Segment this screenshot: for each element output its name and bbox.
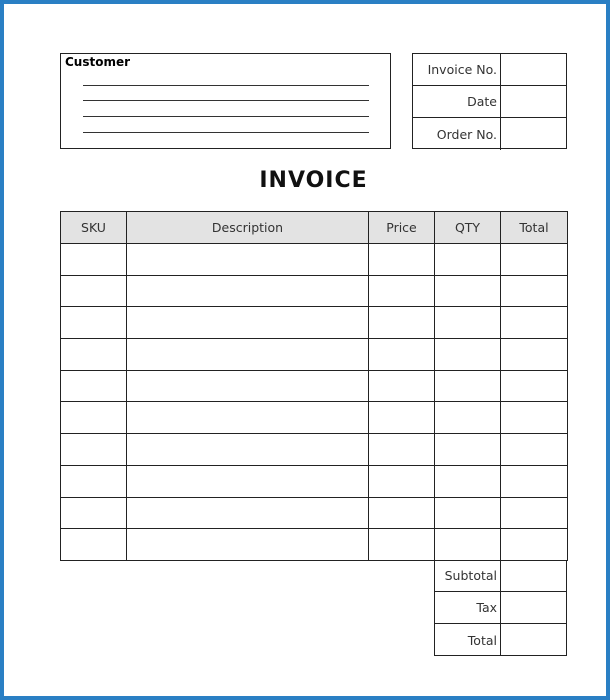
table-row	[61, 465, 568, 497]
description-cell[interactable]	[127, 497, 369, 529]
description-cell[interactable]	[127, 244, 369, 276]
total-cell[interactable]	[501, 529, 568, 561]
customer-line-1[interactable]	[83, 85, 369, 86]
table-row	[61, 497, 568, 529]
table-row	[61, 529, 568, 561]
total-cell[interactable]	[501, 275, 568, 307]
total-row	[435, 624, 566, 656]
sku-cell[interactable]	[61, 275, 127, 307]
price-cell[interactable]	[369, 434, 435, 466]
total-cell[interactable]	[501, 434, 568, 466]
total-cell[interactable]	[501, 370, 568, 402]
description-cell[interactable]	[127, 275, 369, 307]
price-cell[interactable]	[369, 497, 435, 529]
total-cell[interactable]	[501, 307, 568, 339]
column-header-total: Total	[501, 212, 568, 244]
table-row	[61, 402, 568, 434]
sku-cell[interactable]	[61, 244, 127, 276]
customer-line-2[interactable]	[83, 100, 369, 101]
sku-cell[interactable]	[61, 465, 127, 497]
description-cell[interactable]	[127, 402, 369, 434]
invoice-no-row	[413, 54, 566, 86]
price-cell[interactable]	[369, 402, 435, 434]
total-cell[interactable]	[501, 497, 568, 529]
sku-cell[interactable]	[61, 307, 127, 339]
total-cell[interactable]	[501, 244, 568, 276]
invoice-no-label: Invoice No.	[413, 54, 501, 85]
date-label: Date	[413, 86, 501, 117]
price-cell[interactable]	[369, 370, 435, 402]
table-row	[61, 434, 568, 466]
line-items-table	[60, 211, 568, 561]
qty-cell[interactable]	[435, 275, 501, 307]
sku-cell[interactable]	[61, 434, 127, 466]
subtotal-field[interactable]	[501, 560, 566, 591]
column-header-price: Price	[369, 212, 435, 244]
totals-table	[434, 560, 567, 656]
table-row	[61, 339, 568, 371]
invoice-meta-table	[412, 53, 567, 149]
total-cell[interactable]	[501, 339, 568, 371]
description-cell[interactable]	[127, 339, 369, 371]
tax-field[interactable]	[501, 592, 566, 623]
qty-cell[interactable]	[435, 497, 501, 529]
price-cell[interactable]	[369, 339, 435, 371]
date-row	[413, 86, 566, 118]
description-cell[interactable]	[127, 434, 369, 466]
table-row	[61, 275, 568, 307]
customer-label: Customer	[65, 55, 131, 69]
order-no-row	[413, 118, 566, 150]
order-no-label: Order No.	[413, 118, 501, 150]
description-cell[interactable]	[127, 529, 369, 561]
sku-cell[interactable]	[61, 370, 127, 402]
total-cell[interactable]	[501, 465, 568, 497]
table-row	[61, 370, 568, 402]
qty-cell[interactable]	[435, 339, 501, 371]
subtotal-row	[435, 560, 566, 592]
sku-cell[interactable]	[61, 497, 127, 529]
total-field[interactable]	[501, 624, 566, 656]
document-title: INVOICE	[259, 168, 368, 193]
order-no-field[interactable]	[501, 118, 566, 150]
tax-row	[435, 592, 566, 624]
table-header-row	[61, 212, 568, 244]
qty-cell[interactable]	[435, 529, 501, 561]
qty-cell[interactable]	[435, 402, 501, 434]
invoice-no-field[interactable]	[501, 54, 566, 85]
price-cell[interactable]	[369, 244, 435, 276]
total-label: Total	[435, 624, 501, 656]
qty-cell[interactable]	[435, 244, 501, 276]
sku-cell[interactable]	[61, 529, 127, 561]
customer-line-4[interactable]	[83, 132, 369, 133]
column-header-description: Description	[127, 212, 369, 244]
price-cell[interactable]	[369, 307, 435, 339]
total-cell[interactable]	[501, 402, 568, 434]
description-cell[interactable]	[127, 307, 369, 339]
sku-cell[interactable]	[61, 339, 127, 371]
column-header-sku: SKU	[61, 212, 127, 244]
description-cell[interactable]	[127, 465, 369, 497]
qty-cell[interactable]	[435, 307, 501, 339]
column-header-qty: QTY	[435, 212, 501, 244]
qty-cell[interactable]	[435, 434, 501, 466]
price-cell[interactable]	[369, 529, 435, 561]
customer-line-3[interactable]	[83, 116, 369, 117]
qty-cell[interactable]	[435, 465, 501, 497]
table-row	[61, 244, 568, 276]
date-field[interactable]	[501, 86, 566, 117]
price-cell[interactable]	[369, 465, 435, 497]
price-cell[interactable]	[369, 275, 435, 307]
description-cell[interactable]	[127, 370, 369, 402]
customer-box	[60, 53, 391, 149]
table-row	[61, 307, 568, 339]
qty-cell[interactable]	[435, 370, 501, 402]
subtotal-label: Subtotal	[435, 560, 501, 591]
sku-cell[interactable]	[61, 402, 127, 434]
tax-label: Tax	[435, 592, 501, 623]
